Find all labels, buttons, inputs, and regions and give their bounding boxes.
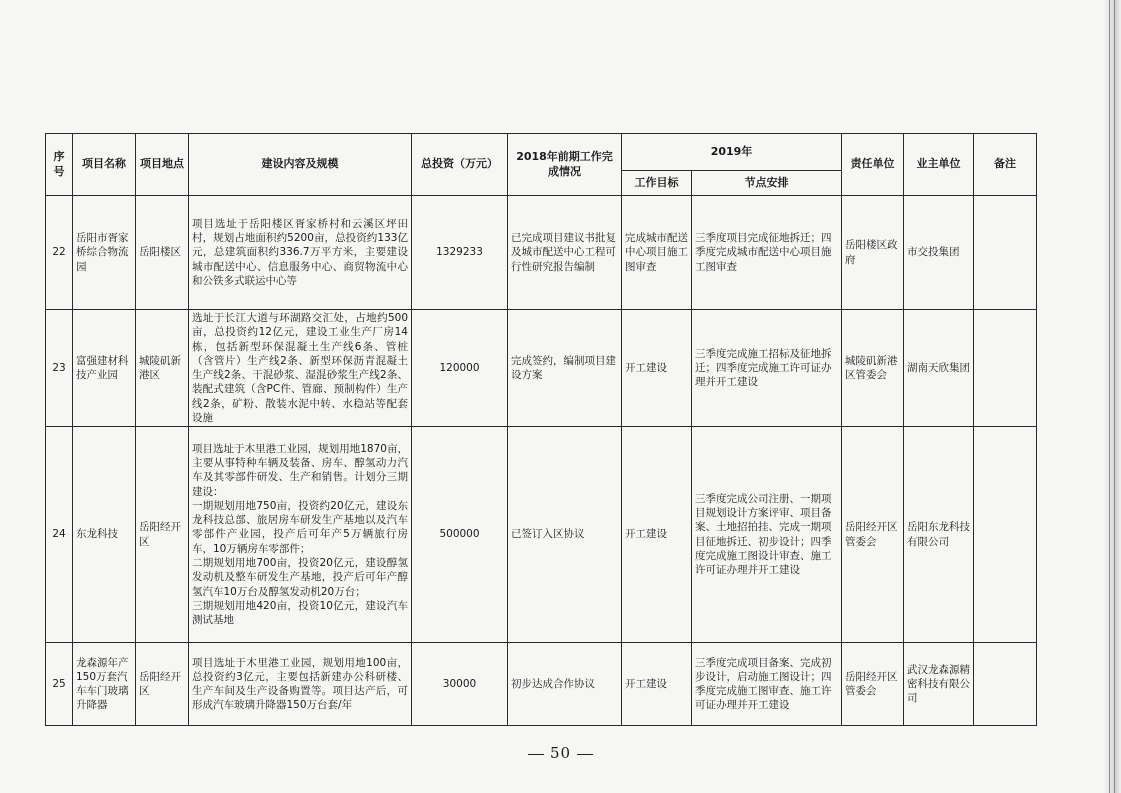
header-location: 项目地点 [136, 134, 189, 196]
header-row [46, 134, 1037, 171]
row-owner: 岳阳东龙科技有限公司 [904, 427, 974, 643]
table-row [46, 427, 1037, 643]
row-responsible: 城陵矶新港区管委会 [842, 310, 904, 427]
row-progress-2018: 完成签约，编制项目建设方案 [508, 310, 622, 427]
page-number-value: 50 [549, 744, 572, 762]
row-milestones: 三季度完成公司注册、一期项目规划设计方案评审、项目备案、土地招拍挂、完成一期项目征地拆迁、初步设计；四季度完成施工图设计审查、施工许可证办理并开工建设 [692, 427, 842, 643]
row-owner: 湖南天欣集团 [904, 310, 974, 427]
row-investment: 1329233 [412, 196, 508, 310]
header-remarks: 备注 [974, 134, 1037, 196]
row-project-name: 龙森源年产150万套汽车车门玻璃升降器 [73, 643, 136, 726]
row-investment: 120000 [412, 310, 508, 427]
row-project-name: 岳阳市胥家桥综合物流园 [73, 196, 136, 310]
row-responsible: 岳阳楼区政府 [842, 196, 904, 310]
header-progress-2018: 2018年前期工作完成情况 [508, 134, 622, 196]
row-work-target: 开工建设 [622, 310, 692, 427]
header-year-2019: 2019年 [622, 134, 842, 171]
row-progress-2018: 已签订入区协议 [508, 427, 622, 643]
row-location: 岳阳楼区 [136, 196, 189, 310]
page-edge-line [1109, 0, 1110, 793]
dash-right [577, 754, 593, 755]
row-work-target: 开工建设 [622, 427, 692, 643]
row-seq: 23 [46, 310, 73, 427]
row-location: 岳阳经开区 [136, 643, 189, 726]
header-project-name: 项目名称 [73, 134, 136, 196]
row-milestones: 三季度完成项目备案、完成初步设计，启动施工图设计；四季度完成施工图审查、施工许可证办理并开工建设 [692, 643, 842, 726]
row-progress-2018: 初步达成合作协议 [508, 643, 622, 726]
row-milestones: 三季度项目完成征地拆迁；四季度完成城市配送中心项目施工图审查 [692, 196, 842, 310]
row-milestones: 三季度完成施工招标及征地拆迁；四季度完成施工许可证办理并开工建设 [692, 310, 842, 427]
header-milestones: 节点安排 [692, 171, 842, 196]
row-seq: 24 [46, 427, 73, 643]
row-remarks [974, 310, 1037, 427]
row-remarks [974, 643, 1037, 726]
table-row [46, 196, 1037, 310]
row-investment: 30000 [412, 643, 508, 726]
table-row [46, 310, 1037, 427]
row-investment: 500000 [412, 427, 508, 643]
table-row [46, 643, 1037, 726]
row-work-target: 完成城市配送中心项目施工图审查 [622, 196, 692, 310]
header-owner: 业主单位 [904, 134, 974, 196]
row-scope: 项目选址于岳阳楼区胥家桥村和云溪区坪田村，规划占地面积约5200亩，总投资约133亿元，总建筑面积约336.7万平方米，主要建设城市配送中心、信息服务中心、商贸物流中心和公铁多式联运中心等 [189, 196, 412, 310]
header-investment: 总投资（万元） [412, 134, 508, 196]
page-edge-shadow [1103, 0, 1121, 793]
header-work-target: 工作目标 [622, 171, 692, 196]
row-scope: 项目选址于木里港工业园，规划用地100亩，总投资约3亿元，主要包括新建办公科研楼、生产车间及生产设备购置等。项目达产后，可形成汽车玻璃升降器150万台套/年 [189, 643, 412, 726]
row-location: 城陵矶新港区 [136, 310, 189, 427]
header-responsible: 责任单位 [842, 134, 904, 196]
row-scope: 选址于长江大道与环湖路交汇处，占地约500亩，总投资约12亿元，建设工业生产厂房14栋，包括新型环保混凝土生产线6条、管桩（含管片）生产线2条、新型环保沥青混凝土生产线2条、干混砂浆、湿混砂浆生产线2条、装配式建筑（含PC件、管廊、预制构件）生产线2条，矿粉、散装水泥中转、水稳站等配套设施 [189, 310, 412, 427]
row-project-name: 东龙科技 [73, 427, 136, 643]
page-edge-line [1114, 0, 1115, 793]
row-remarks [974, 427, 1037, 643]
row-responsible: 岳阳经开区管委会 [842, 643, 904, 726]
row-owner: 市交投集团 [904, 196, 974, 310]
dash-left [528, 754, 544, 755]
project-table [45, 133, 1037, 726]
row-project-name: 富强建材科技产业园 [73, 310, 136, 427]
row-remarks [974, 196, 1037, 310]
header-scope: 建设内容及规模 [189, 134, 412, 196]
row-progress-2018: 已完成项目建议书批复及城市配送中心工程可行性研究报告编制 [508, 196, 622, 310]
row-location: 岳阳经开区 [136, 427, 189, 643]
row-responsible: 岳阳经开区管委会 [842, 427, 904, 643]
row-scope: 项目选址于木里港工业园，规划用地1870亩，主要从事特种车辆及装备、房车、醇氢动力汽车及其零部件研发、生产和销售。计划分三期建设： 一期规划用地750亩，投资约20亿元，建设东龙科技总部、旅居房车研发生产基地以及汽车零部件产业园，投产后可年产5万辆旅行房车，10万辆房车零部件； 二期规划用地700亩，投资20亿元，建设醇氢发动机及整车研发生产基地，投产后可年产醇氢汽车10万台及醇氢发动机20万台； 三期规划用地420亩，投资10亿元，建设汽车测试基地 [189, 427, 412, 643]
row-seq: 22 [46, 196, 73, 310]
row-owner: 武汉龙森源精密科技有限公司 [904, 643, 974, 726]
row-work-target: 开工建设 [622, 643, 692, 726]
row-seq: 25 [46, 643, 73, 726]
header-seq: 序号 [46, 134, 73, 196]
page-number [0, 744, 1121, 762]
